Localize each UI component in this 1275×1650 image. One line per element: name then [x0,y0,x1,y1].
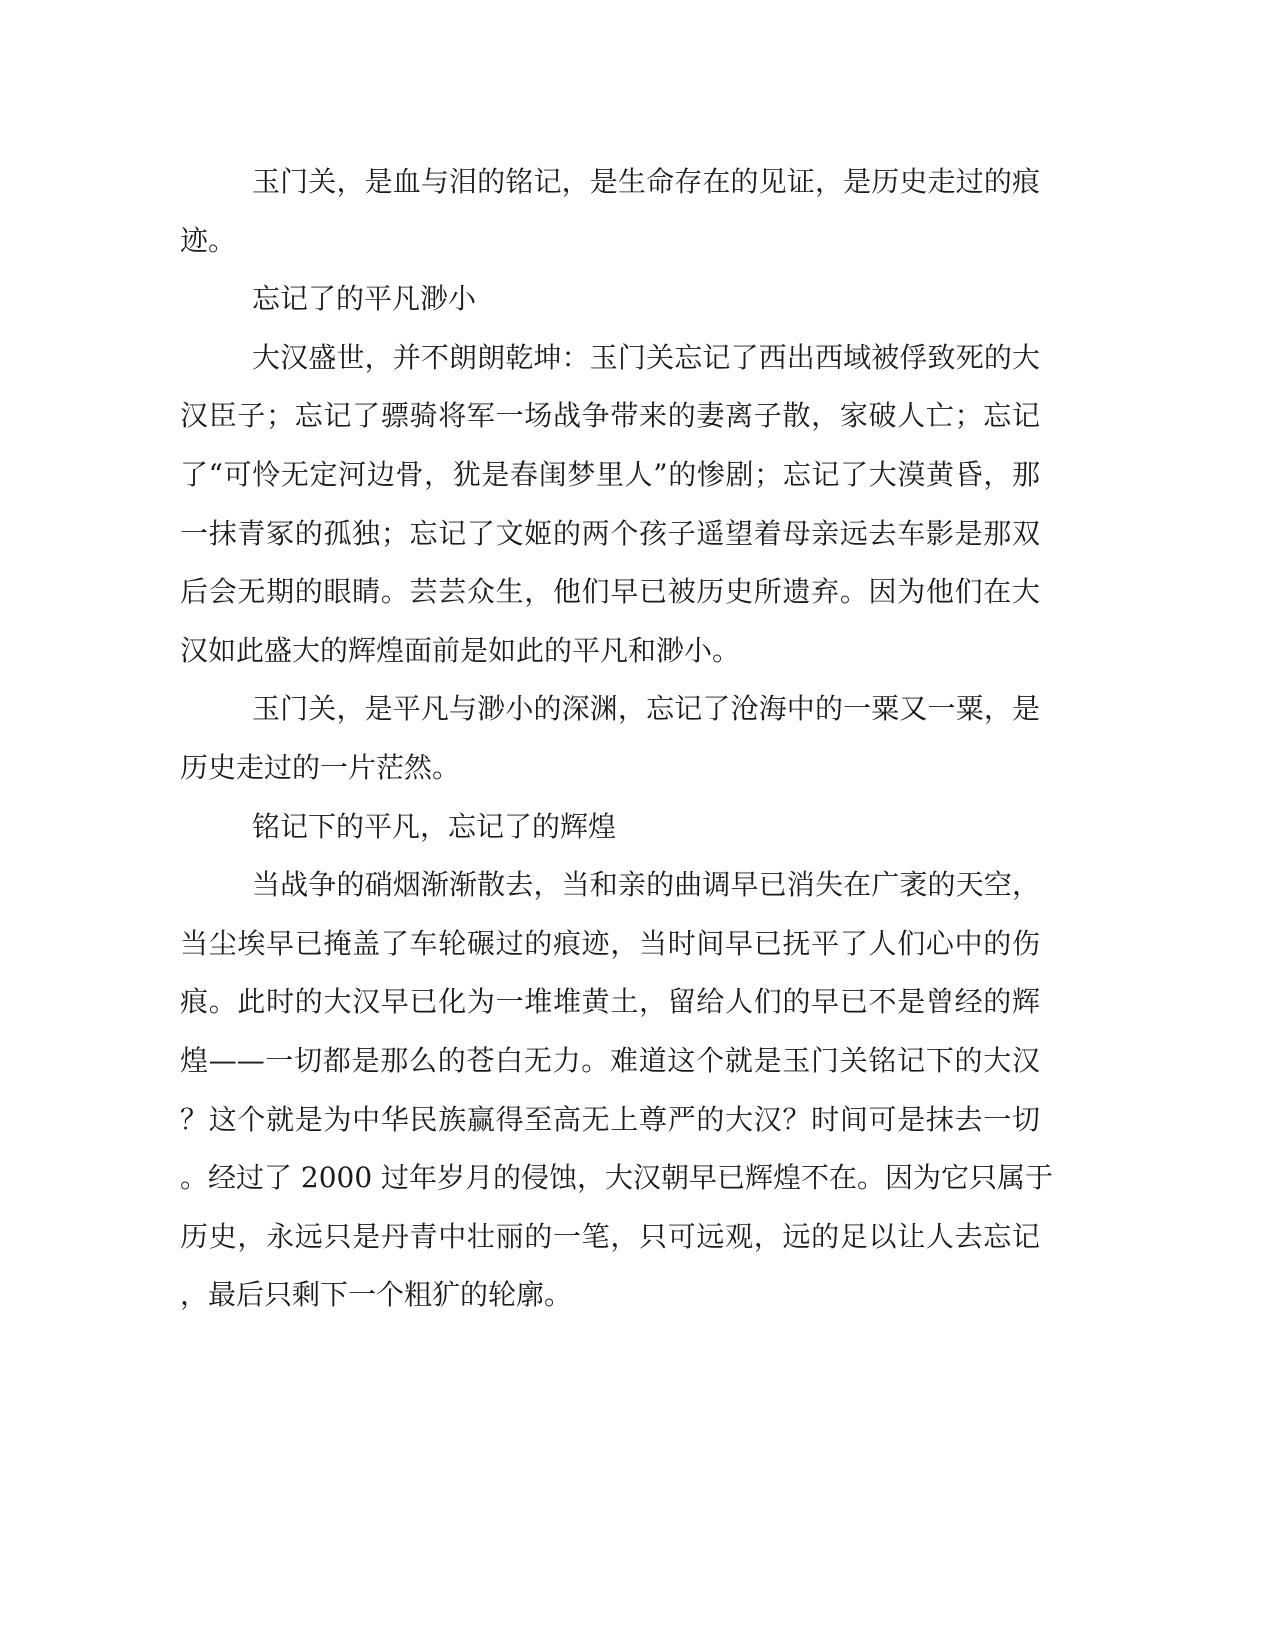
paragraph-line: 一抹青冢的孤独；忘记了文姬的两个孩子遥望着母亲远去车影是那双 [180,516,1040,550]
paragraph-line: 玉门关，是血与泪的铭记，是生命存在的见证，是历史走过的痕 [252,165,1040,198]
paragraph-line: 迹。 [180,223,237,257]
section-heading: 忘记了的平凡渺小 [252,282,477,316]
document-body [180,153,1054,1325]
paragraph-line: 历史走过的一片茫然。 [180,750,461,784]
paragraph-line: 大汉盛世，并不朗朗乾坤：玉门关忘记了西出西域被俘致死的大 [252,340,1040,374]
paragraph-line: 当战争的硝烟渐渐散去，当和亲的曲调早已消失在广袤的天空， [252,868,1040,902]
paragraph-line: 汉臣子；忘记了骠骑将军一场战争带来的妻离子散，家破人亡；忘记 [180,399,1040,433]
paragraph-line: 煌——一切都是那么的苍白无力。难道这个就是玉门关铭记下的大汉 [180,1043,1040,1077]
paragraph-line: 后会无期的眼睛。芸芸众生，他们早已被历史所遗弃。因为他们在大 [180,575,1040,609]
paragraph-line: 痕。此时的大汉早已化为一堆堆黄土，留给人们的早已不是曾经的辉 [180,985,1040,1019]
paragraph-line: 了“可怜无定河边骨，犹是春闺梦里人”的惨剧；忘记了大漠黄昏，那 [180,457,1040,491]
section-heading: 铭记下的平凡，忘记了的辉煌 [252,809,617,843]
paragraph-line: 当尘埃早已掩盖了车轮碾过的痕迹，当时间早已抚平了人们心中的伤 [180,926,1040,960]
paragraph-line: 。经过了 2000 过年岁月的侵蚀，大汉朝早已辉煌不在。因为它只属于 [180,1161,1054,1195]
paragraph-line: ，最后只剩下一个粗犷的轮廓。 [180,1278,573,1312]
paragraph-line: 汉如此盛大的辉煌面前是如此的平凡和渺小。 [180,633,741,667]
paragraph-line: 历史，永远只是丹青中壮丽的一笔，只可远观，远的足以让人去忘记 [180,1219,1040,1253]
paragraph-line: ？这个就是为中华民族赢得至高无上尊严的大汉？时间可是抹去一切 [180,1102,1040,1136]
paragraph-line: 玉门关，是平凡与渺小的深渊，忘记了沧海中的一粟又一粟，是 [252,692,1040,726]
